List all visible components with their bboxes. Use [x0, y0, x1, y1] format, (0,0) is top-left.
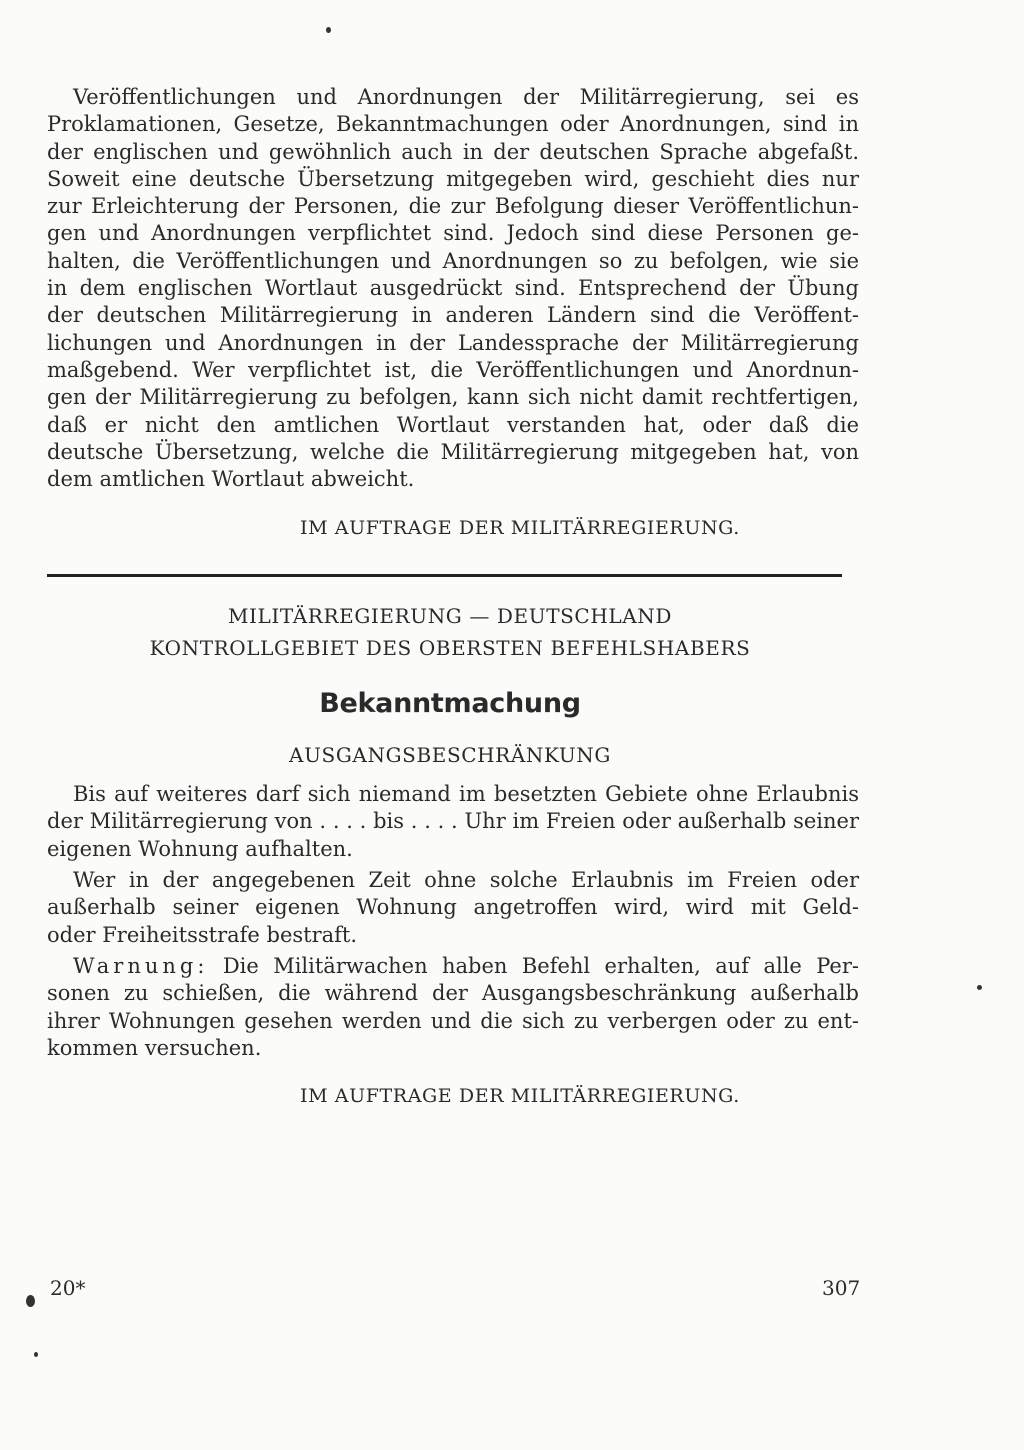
text-line: daß er nicht den amtlichen Wortlaut verstanden hat, oder daß die	[47, 412, 859, 437]
text-line: Proklamationen, Gesetze, Bekanntmachungen oder Anordnungen, sind in	[47, 112, 859, 137]
text-line: der deutschen Militärregierung in anderen Ländern sind die Veröffent-	[47, 303, 859, 328]
curfew-paragraph	[47, 781, 859, 863]
signature-line: IM AUFTRAGE DER MILITÄRREGIERUNG.	[300, 517, 740, 539]
warning-paragraph	[47, 953, 859, 1062]
scan-speck	[326, 27, 331, 33]
text-line	[47, 953, 859, 980]
text-line: dem amtlichen Wortlaut abweicht.	[47, 467, 415, 492]
text-line: ihrer Wohnungen gesehen werden und die sich zu verbergen oder zu ent-	[47, 1008, 859, 1033]
intro-paragraph	[47, 84, 859, 493]
text-line: lichungen und Anordnungen in der Landessprache der Militärregierung	[47, 330, 859, 355]
text-line: Bis auf weiteres darf sich niemand im besetzten Gebiete ohne Erlaubnis	[73, 782, 859, 806]
text-line: außerhalb seiner eigenen Wohnung angetroffen wird, wird mit Geld-	[47, 895, 859, 920]
notice-subtitle: AUSGANGSBESCHRÄNKUNG	[289, 743, 611, 767]
scan-speck	[26, 1295, 35, 1307]
scan-speck	[34, 1352, 38, 1357]
text-line: kommen versuchen.	[47, 1035, 262, 1060]
section-divider	[47, 574, 842, 577]
text-line: zur Erleichterung der Personen, die zur Befolgung dieser Veröffentlichun-	[47, 194, 859, 219]
text-line: eigenen Wohnung aufhalten.	[47, 836, 353, 861]
text-line: deutsche Übersetzung, welche die Militärregierung mitgegeben hat, von	[47, 439, 859, 464]
text-line: gen und Anordnungen verpflichtet sind. Jedoch sind diese Personen ge-	[47, 221, 859, 246]
page-number: 307	[822, 1276, 861, 1300]
header-authority: MILITÄRREGIERUNG — DEUTSCHLAND	[227, 604, 673, 628]
text-line: in dem englischen Wortlaut ausgedrückt sind. Entsprechend der Übung	[47, 276, 859, 301]
text-line: oder Freiheitsstrafe bestraft.	[47, 922, 358, 947]
text-line: maßgebend. Wer verpflichtet ist, die Veröffentlichungen und Anordnun-	[47, 357, 859, 382]
signature-line: IM AUFTRAGE DER MILITÄRREGIERUNG.	[300, 1085, 740, 1107]
page-title: Bekanntmachung	[319, 688, 581, 719]
warning-label: Warnung:	[73, 954, 209, 978]
text-line: Wer in der angegebenen Zeit ohne solche Erlaubnis im Freien oder	[73, 868, 859, 892]
header-area: KONTROLLGEBIET DES OBERSTEN BEFEHLSHABERS	[149, 636, 751, 660]
text-line: gen der Militärregierung zu befolgen, kann sich nicht damit rechtfertigen,	[47, 385, 859, 410]
text-line: der englischen und gewöhnlich auch in der deutschen Sprache abgefaßt.	[47, 139, 859, 164]
text-line: sonen zu schießen, die während der Ausgangsbeschränkung außerhalb	[47, 981, 859, 1006]
text-line: halten, die Veröffentlichungen und Anordnungen so zu befolgen, wie sie	[47, 248, 859, 273]
text-line: der Militärregierung von . . . . bis . . . . Uhr im Freien oder außerhalb seiner	[47, 809, 859, 834]
text-line: Veröffentlichungen und Anordnungen der Militärregierung, sei es	[73, 85, 859, 109]
warning-text: Die Militärwachen haben Befehl erhalten, auf alle Per-	[222, 954, 859, 978]
text-line: Soweit eine deutsche Übersetzung mitgegeben wird, geschieht dies nur	[47, 166, 859, 191]
penalty-paragraph	[47, 867, 859, 949]
signature-mark: 20*	[50, 1276, 86, 1300]
scan-speck	[977, 985, 982, 990]
